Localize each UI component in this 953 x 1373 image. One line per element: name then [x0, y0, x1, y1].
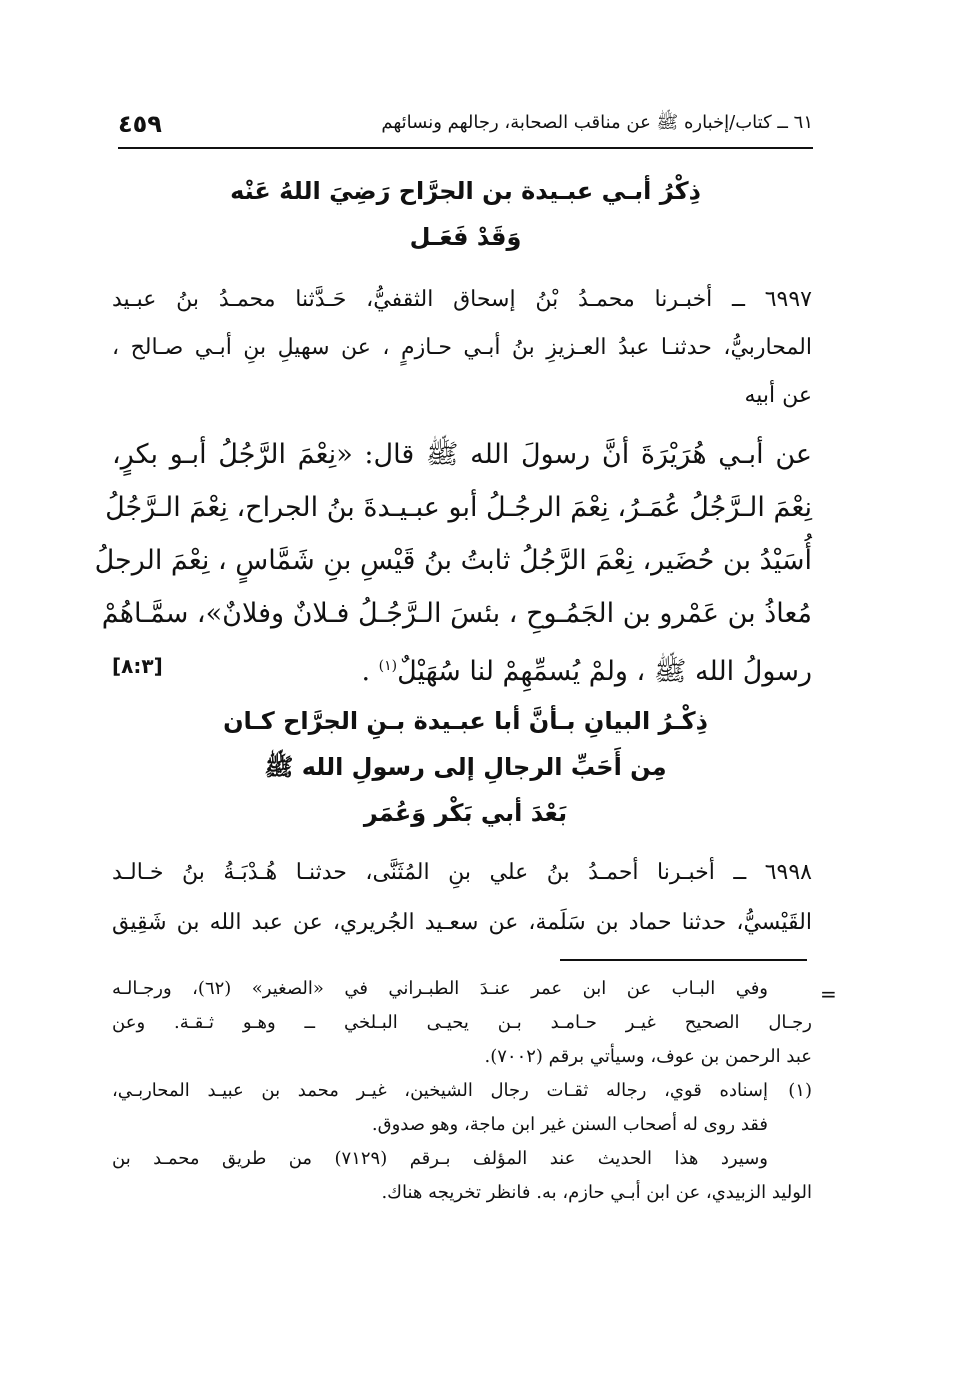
footnote-line: عبد الرحمن بن عوف، وسيأتي برقم (٧٠٠٢).	[484, 1046, 812, 1067]
hadith-6997-isnad	[112, 276, 812, 420]
source-reference: [٨:٣]	[112, 654, 163, 678]
matn-line: رسولُ الله ﷺ ، ولمْ يُسمِّهِمْ لنا سُهَيْلٌ	[397, 656, 812, 687]
chapter-heading-line: ذِكْرُ أبـي عبـيدة بن الجرَّاح رَضِيَ اللهُ عَنْه	[230, 177, 701, 205]
footnote-1	[112, 1074, 812, 1210]
isnad-line: عن أبيه	[744, 383, 812, 408]
isnad-line: المحاربيُّ، حدثنـا عبدُ العـزيزِ بنُ أبـي حـازمٍ ، عن سهيلِ بنِ أبـي صـالح ،	[112, 335, 812, 360]
footnote-line: رجـال الصحيح غيـر حـامـد بـن يحيـى البـلخي ــ وهـو ثـقـة. وعن	[112, 1012, 812, 1033]
matn-line: أُسَيْدُ بن حُضَير، نِعْمَ الرَّجُلُ ثابتُ بنُ قَيْسِ بنِ شَمَّاسٍ ، نِعْمَ الرجلُ	[94, 545, 812, 576]
footnote-rule	[560, 959, 807, 961]
isnad-line: ٦٩٩٨ ــ أخبـرنا أحمـدُ بنُ علي بنِ المُثَنَّى، حدثنـا هُـدْبَـةُ بنُ خـالـد	[112, 860, 812, 885]
chapter-heading-most-beloved	[118, 698, 813, 836]
hadith-6998-isnad	[112, 848, 812, 948]
footnotes	[112, 972, 812, 1210]
matn-line: مُعاذُ بن عَمْرو بن الجَمُـوحِ ، بئسَ الـرَّجُـلُ فـلانٌ وفلانٌ»، سمَّـاهُمْ	[101, 598, 812, 629]
footnote-line: الوليد الزبيدي، عن ابن أبـي حازم، به. فانظر تخريجه هناك.	[381, 1182, 812, 1203]
footnote-marker: (١)	[378, 658, 398, 674]
running-header-title: ٦١ ــ كتاب/إخباره ﷺ عن مناقب الصحابة، رجالهم ونسائهم	[381, 112, 813, 133]
isnad-line: القَيْسيُّ، حدثنا حماد بن سَلَمة، عن سعـيد الجُريري، عن عبد الله بن شَقِيق	[112, 910, 812, 935]
header-rule	[118, 147, 813, 149]
footnote-line: إسناده قوي، رجاله ثقـات رجال الشيخين، غيـر محمد بن عبيـد المحاربـي،	[112, 1080, 768, 1101]
matn-line: نِعْمَ الـرَّجُلُ عُمَـرُ، نِعْمَ الرجُـلُ أبو عبـيـدةَ بنُ الجراح، نِعْمَ الـرَّجُلُ	[105, 492, 812, 523]
chapter-heading-line: ذِكْـرُ البيانِ بـأنَّ أبا عبـيدة بـنِ الجرَّاح كـان	[223, 707, 708, 735]
chapter-heading-abu-ubayda	[118, 168, 813, 260]
chapter-heading-line: وَقَدْ فَعَـل	[409, 223, 522, 251]
chapter-heading-line: مِن أَحَبِّ الرجالِ إلى رسولِ الله ﷺ	[264, 753, 667, 781]
matn-line: عن أبـي هُرَيْرَةَ أنَّ رسولَ الله ﷺ قال: «نِعْمَ الرَّجُلُ أبـو بكرٍ،	[112, 439, 812, 470]
footnote-number: (١)	[788, 1080, 812, 1101]
footnote-line: وسيرد هذا الحديث عند المؤلف بـرقم (٧١٢٩) من طريق محمـد بن	[112, 1148, 768, 1169]
running-header	[118, 108, 813, 140]
chapter-heading-line: بَعْدَ أبي بَكْر وَعُمَر	[363, 799, 568, 827]
footnote-continuation-mark: =	[820, 982, 837, 1006]
matn-last-line	[112, 640, 812, 698]
footnote-line: وفي البـاب عن ابن عمر عنـدَ الطبـراني في «الصغير» (٦٢)، ورجـالـه	[112, 978, 768, 999]
hadith-6997-matn	[94, 428, 812, 698]
page-number: ٤٥٩	[118, 110, 162, 138]
footnote-line: فقد روى له أصحاب السنن غير ابن ماجة، وهو صدوق.	[371, 1114, 768, 1135]
isnad-line: ٦٩٩٧ ــ أخبـرنا محمـدُ بْنُ إسحاق الثقفيُّ، حَـدَّثنا محمـدُ بنُ عبـيد	[112, 287, 812, 312]
matn-end: .	[361, 656, 379, 687]
